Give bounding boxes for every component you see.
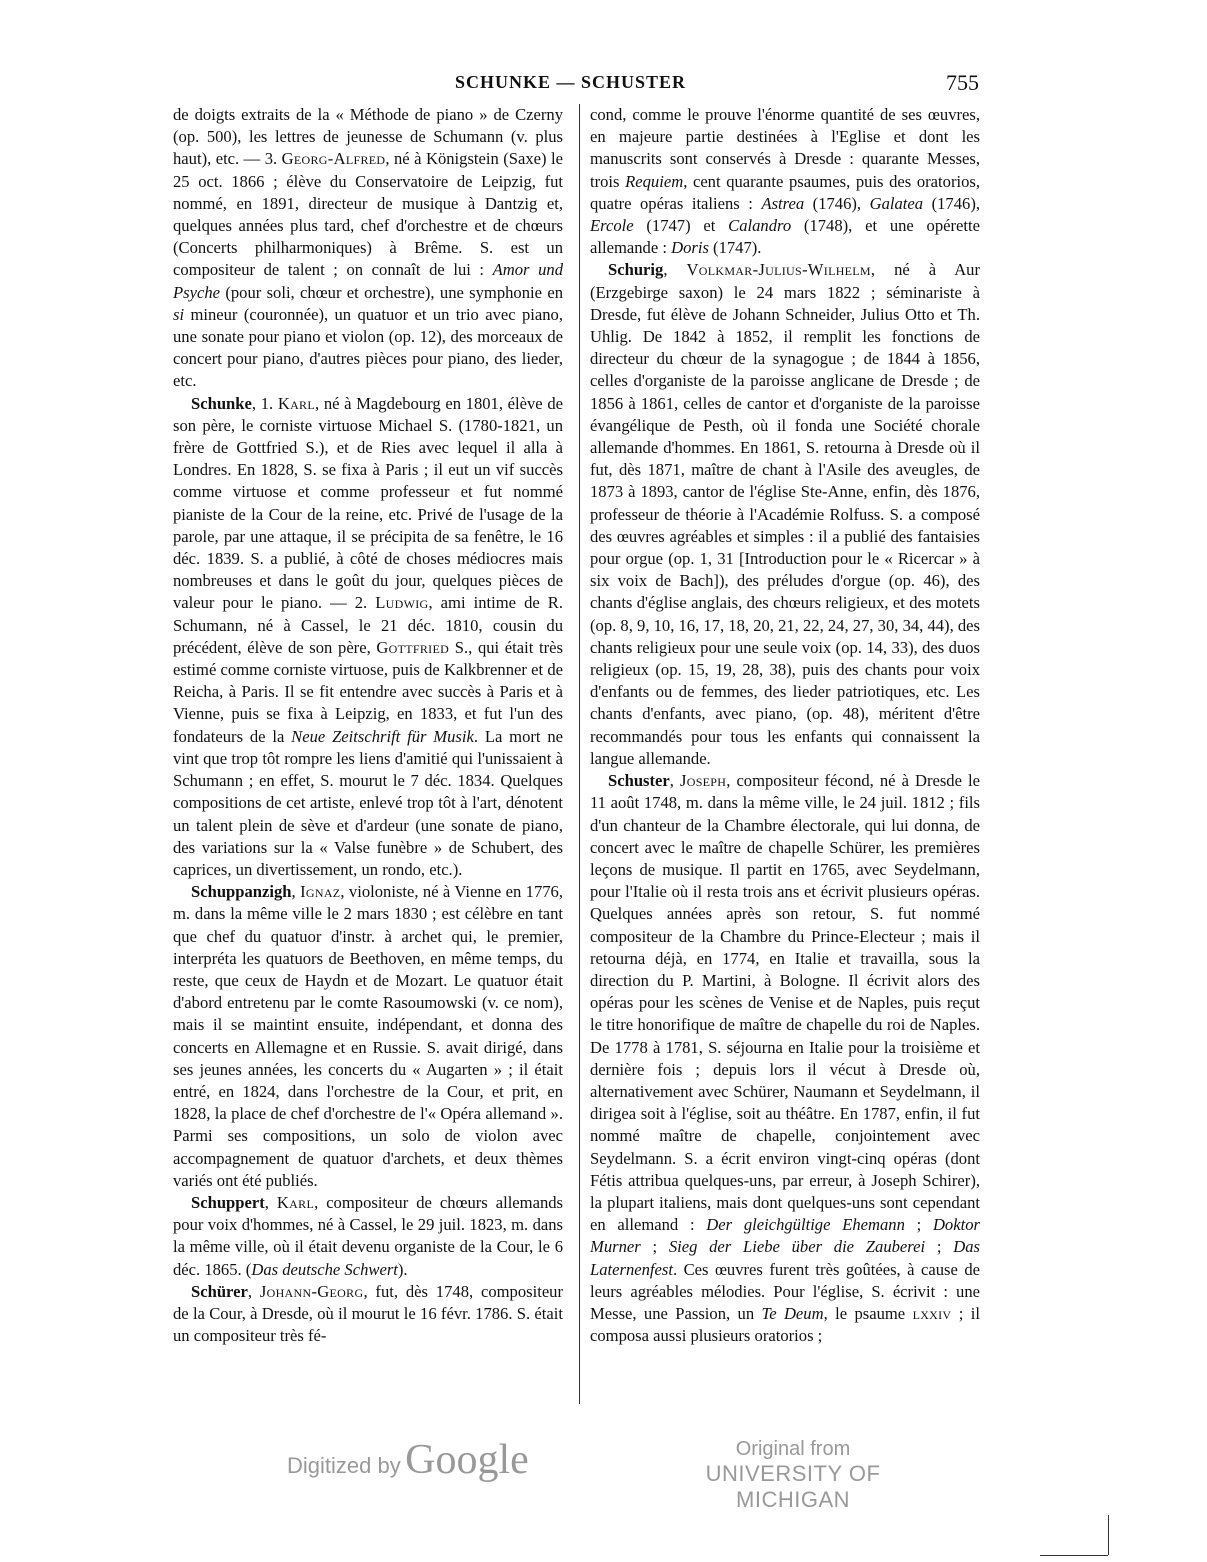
google-logo-text: Google	[405, 1437, 529, 1483]
crop-mark-horizontal	[1040, 1555, 1108, 1556]
crop-mark-vertical	[1108, 1515, 1109, 1555]
university-label: UNIVERSITY OF MICHIGAN	[705, 1461, 881, 1512]
column-divider	[579, 104, 580, 1404]
original-from-label: Original from	[735, 1438, 851, 1460]
paragraph-georg-alfred: de doigts extraits de la « Méthode de piano » de Czerny (op. 500), les lettres de jeunesse de Schumann (v. plus haut), etc. — 3. Georg-Alfred, né à Königstein (Saxe) le 25 oct. 1866 ; élève du Conservatoire de Leipzig, fut nommé, en 1891, directeur de musique à Dantzig et, quelques années plus tard, chef d'orchestre et de chœurs (Concerts philharmoniques) à Brême. S. est un compositeur de talent ; on connaît de lui : Amor und Psyche (pour soli, chœur et orchestre), une symphonie en si mineur (couronnée), un quatuor et un trio avec piano, une sonate pour piano et violon (op. 12), des morceaux de concert pour piano, d'autres pièces pour piano, des lieder, etc.	[173, 105, 563, 391]
running-head	[0, 72, 1207, 102]
page-number: 755	[946, 70, 979, 95]
right-column	[590, 104, 980, 1347]
paragraph-schurer-continued: cond, comme le prouve l'énorme quantité de ses œuvres, en majeure partie destinées à l'Eglise et dont les manuscrits sont conservés à Dresde : quarante Messes, trois Requiem, cent quarante psaumes, puis des oratorios, quatre opéras italiens : Astrea (1746), Galatea (1746), Ercole (1747) et Calandro (1748), et une opérette allemande : Doris (1747).	[590, 105, 980, 258]
entry-schuppanzigh: Schuppanzigh, Ignaz, violoniste, né à Vienne en 1776, m. dans la même ville le 2 mars 1830 ; est célèbre en tant que chef du quatuor d'instr. à archet qui, le premier, interpréta les quatuors de Beethoven, en même temps, du reste, que ceux de Haydn et de Mozart. Le quatuor était d'abord entretenu par le comte Rasoumowski (v. ce nom), mais il se maintint ensuite, indépendant, et donna des concerts en Allemagne et en Russie. S. avait dirigé, dans ses jeunes années, les concerts du « Augarten » ; il était entré, en 1824, dans l'orchestre de la Cour, et prit, en 1828, la place de chef d'orchestre de l'« Opéra allemand ». Parmi ses compositions, un solo de violon avec accompagnement de quatuor d'archets, et deux thèmes variés ont été publiés.	[173, 882, 563, 1190]
entry-schuppert: Schuppert, Karl, compositeur de chœurs allemands pour voix d'hommes, né à Cassel, le 29 juil. 1823, m. dans la même ville, où il était devenu organiste de la Cour, le 6 déc. 1865. (Das deutsche Schwert).	[173, 1192, 563, 1279]
entry-schunke: Schunke, 1. Karl, né à Magdebourg en 1801, élève de son père, le corniste virtuose Michael S. (1780-1821, un frère de Gottfried S.), et de Ries avec lequel il alla à Londres. En 1828, S. se fixa à Paris ; il eut un vif succès comme virtuose et comme professeur et fut nommé pianiste de la Cour de la reine, etc. Privé de l'usage de la parole, par une attaque, il se précipita de sa fenêtre, le 16 déc. 1839. S. a publié, à côté de choses médiocres mais nombreuses et dans le goût du jour, quelques pièces de valeur pour le piano. — 2. Ludwig, ami intime de R. Schumann, né à Cassel, le 21 déc. 1810, cousin du précédent, élève de son père, Gottfried S., qui était très estimé comme corniste virtuose, puis de Kalkbrenner et de Reicha, à Paris. Il se fit entendre avec succès à Paris et à Vienne, puis se fixa à Leipzig, en 1833, et fut l'un des fondateurs de la Neue Zeitschrift für Musik. La mort ne vint que trop tôt rompre les liens d'amitié qui l'unissaient à Schumann ; en effet, S. mourut le 7 déc. 1834. Quelques compositions de cet artiste, enlevé trop tôt à l'art, dénotent un talent plein de sève et d'ardeur (une sonate de piano, des variations sur la « Valse funèbre » de Schubert, des caprices, un divertissement, un rondo, etc.).	[173, 393, 564, 879]
digitized-prefix: Digitized by	[287, 1453, 401, 1478]
entry-schuster: Schuster, Joseph, compositeur fécond, né à Dresde le 11 août 1748, m. dans la même ville, le 24 juil. 1812 ; fils d'un chanteur de la Chambre électorale, qui lui donna, de concert avec le maître de chapelle Schürer, les premières leçons de musique. Il partit en 1765, avec Seydelmann, pour l'Italie où il resta trois ans et écrivit plusieurs opéras. Quelques années après son retour, S. fut nommé compositeur de la Chambre du Prince-Electeur ; mais il retourna déjà, en 1774, en Italie et travailla, sous la direction du P. Martini, à Bologne. Il écrivit alors des opéras pour les scènes de Venise et de Naples, puis reçut le titre honorifique de maître de chapelle du roi de Naples. De 1778 à 1781, S. séjourna en Italie pour la troisième et dernière fois ; depuis lors il vécut à Dresde où, alternativement avec Schürer, Naumann et Seydelmann, il dirigea soit à l'église, soit au théâtre. En 1787, enfin, il fut nommé maître de chapelle, conjointement avec Seydelmann. S. a écrit environ vingt-cinq opéras (dont Fétis attribua quelques-uns, par erreur, à Joseph Schirer), la plupart italiens, mais dont quelques-uns sont cependant en allemand : Der gleichgültige Ehemann ; Doktor Murner ; Sieg der Liebe über die Zauberei ; Das Laternenfest. Ces œuvres furent très goûtées, à cause de leurs agréables mélodies. Pour l'église, S. écrivit : une Messe, une Passion, un Te Deum, le psaume lxxiv ; il composa aussi plusieurs oratorios ;	[590, 771, 980, 1346]
running-title: SCHUNKE — SCHUSTER	[455, 72, 687, 92]
original-from-watermark	[668, 1438, 918, 1513]
entry-schurig: Schurig, Volkmar-Julius-Wilhelm, né à Aur (Erzgebirge saxon) le 24 mars 1822 ; séminariste à Dresde, fut élève de Johann Schneider, Julius Otto et Th. Uhlig. De 1842 à 1852, il remplit les fonctions de directeur du chœur de la synagogue ; de 1844 à 1856, celles d'organiste de la paroisse anglicane de Dresde ; de 1856 à 1861, celles de cantor et d'organiste de la paroisse évangélique de Pesth, où il fonda une Société chorale allemande d'hommes. En 1861, S. retourna à Dresde où il fut, dès 1871, maître de chant à l'Asile des aveugles, de 1873 à 1893, cantor de l'église Ste-Anne, enfin, dès 1876, professeur de théorie à l'Académie Rolfuss. S. a composé des œuvres agréables et simples : il a publié des fantaisies pour orgue (op. 1, 31 [Introduction pour le « Ricercar » à six voix de Bach]), des préludes d'orgue (op. 46), des chants d'église anglais, des chœurs religieux, et des motets (op. 8, 9, 10, 16, 17, 18, 20, 21, 22, 24, 27, 30, 34, 44), des chants religieux pour une seule voix (op. 14, 33), des duos religieux (op. 15, 19, 28, 38), puis des chants pour voix d'enfants ou de femmes, des lieder patriotiques, etc. Les chants d'enfants, avec piano, (op. 48), méritent d'être recommandés pour tous les enfants qui connaissent la langue allemande.	[590, 260, 980, 768]
entry-schurer: Schürer, Johann-Georg, fut, dès 1748, compositeur de la Cour, à Dresde, où il mourut le 16 févr. 1786. S. était un compositeur très fé-	[173, 1281, 564, 1346]
digitized-by-watermark	[287, 1436, 529, 1484]
left-column	[173, 104, 563, 1347]
